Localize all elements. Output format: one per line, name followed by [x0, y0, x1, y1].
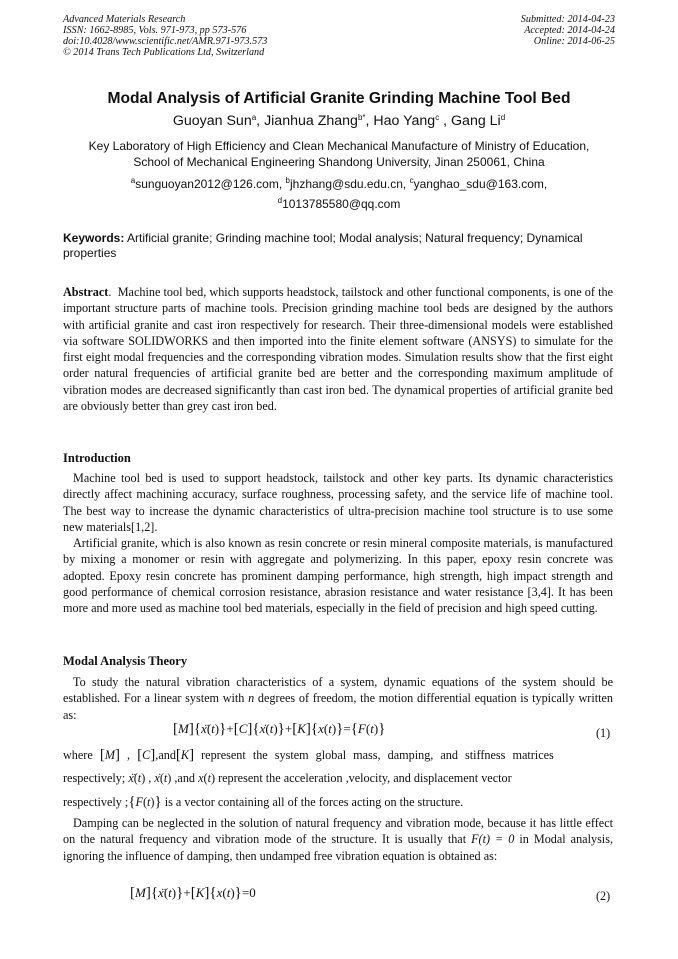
abstract-text: Machine tool bed, which supports headstock, tailstock and other functional components, is one of the important structure parts of machine tools. Precision grinding machine tool beds are designed by the authors with artificial granite and cast iron respectively for research. Their three-dimensional models were established via software SOLIDWORKS and then imported into the finite element software (ANSYS) to simulate for the first eight modal frequencies and the corresponding vibration modes. Simulation results show that the first eight order natural frequencies of artificial granite bed are better and the corresponding maximum amplitude of vibration modes are decreased significantly than cast iron bed. The dynamical properties of artificial granite bed are obviously better than grey cast iron bed. [63, 285, 614, 414]
issn-line: ISSN: 1662-8985, Vols. 971-973, pp 573-576 [63, 25, 247, 36]
submitted-date: Submitted: 2014-04-23 [520, 14, 615, 25]
equation-number: (2) [596, 889, 611, 903]
affiliation-line: Key Laboratory of High Efficiency and Clean Mechanical Manufacture of Ministry of Education, [88, 139, 590, 153]
journal-header-left [63, 14, 267, 58]
abstract: Abstract. Machine tool bed, which supports headstock, tailstock and other functional components, is one of the important structure parts of machine tools. Precision grinding machine tool beds are designed by the authors with artificial granite and cast iron respectively for research. Their three-dimensional models were established via software SOLIDWORKS and then imported into the finite element software (ANSYS) to simulate for the first eight modal frequencies and the corresponding vibration modes. Simulation results show that the first eight order natural frequencies of artificial granite bed are better and the corresponding maximum amplitude of vibration modes are decreased significantly than cast iron bed. The dynamical properties of artificial granite bed are obviously better than grey cast iron bed. [63, 285, 614, 414]
author-name: Hao Yang [373, 113, 436, 129]
journal-name: Advanced Materials Research [63, 14, 186, 25]
email-address: sunguoyan2012@126.com [135, 177, 279, 191]
author-mark: d [500, 113, 506, 122]
equation-2: [M]{ẍ(t)}+[K]{x(t)}=0 [130, 885, 256, 901]
where-line-1: where [M] , [C],and[K] represent the system global mass, damping, and stiffness matrices [63, 747, 554, 763]
section-heading-modal-analysis: Modal Analysis Theory [63, 654, 188, 668]
email-address: jhzhang@sdu.edu.cn [289, 177, 403, 191]
email-mark: a [130, 176, 136, 185]
email-mark: d [277, 196, 283, 205]
modal-paragraph-1: To study the natural vibration characteristics of a system, dynamic equations of the system should be established. For a linear system with n degrees of freedom, the motion differential equation is typically written as: [63, 675, 613, 722]
email-mark: b [285, 176, 290, 185]
author-mark: b* [357, 113, 366, 122]
email-list: $^a$sunguoyan2012@126.com, $^b$jhzhang@sdu.edu.cn, $^c$yanghao_sdu@163.com, $^d$1013785580@qq.com [130, 176, 548, 211]
equation-1: [M]{ẍ(t)}+[C]{ẋ(t)}+[K]{x(t)}={F(t)} [173, 721, 386, 737]
accepted-date: Accepted: 2014-04-24 [524, 25, 615, 36]
author-name: Gang Li [451, 113, 501, 129]
where-line-3: respectively ;{F(t)} is a vector containing all of the forces acting on the structure. [63, 794, 464, 810]
section-heading-introduction: Introduction [63, 451, 131, 465]
author-list: Guoyan Sun$^a$, Jianhua Zhang$^{b*}$, Hao Yang$^c$ , Gang Li$^d$ [172, 113, 506, 129]
keywords-text: Artificial granite; Grinding machine tool; Modal analysis; Natural frequency; Dynamical properties [63, 231, 583, 260]
keywords-label: Keywords: [63, 231, 125, 245]
email-mark: c [409, 176, 414, 185]
copyright-line: © 2014 Trans Tech Publications Ltd, Switzerland [63, 47, 265, 58]
author-mark: c [435, 113, 440, 122]
email-address: 1013785580@qq.com [282, 197, 401, 211]
intro-paragraph-2: Artificial granite, which is also known as resin concrete or resin mineral composite materials, is manufactured by mixing a monomer or resin with aggregate and polymerizing. In this paper, epoxy resin concrete was adopted. Epoxy resin concrete has prominent damping performance, high strength, high impact strength and good performance of chemical corrosion resistance, abrasion resistance and water resistance [3,4]. It has been more and more used as machine tool bed materials, especially in the field of precision and high speed cutting. [63, 536, 613, 616]
affiliation-line: School of Mechanical Engineering Shandong University, Jinan 250061, China [133, 155, 545, 169]
keywords [63, 231, 613, 261]
equation-number: (1) [596, 726, 611, 740]
doi-line: doi:10.4028/www.scientific.net/AMR.971-973.573 [63, 36, 268, 47]
paper-title: Modal Analysis of Artificial Granite Grinding Machine Tool Bed [107, 90, 571, 107]
affiliation [40, 138, 638, 170]
online-date: Online: 2014-06-25 [533, 36, 615, 47]
author-name: Jianhua Zhang [264, 113, 358, 129]
author-name: Guoyan Sun [172, 113, 252, 129]
where-line-2: respectively; ẍ(t) , ẋ(t) ,and x(t) represent the acceleration ,velocity, and displacement vector [63, 771, 512, 785]
journal-header-right [521, 14, 615, 47]
abstract-label: Abstract [63, 285, 109, 299]
inline-equation: F(t) = 0 [471, 832, 515, 847]
author-mark: a [251, 113, 257, 122]
variable-n: n [248, 691, 255, 706]
modal-paragraph-2: Damping can be neglected in the solution of natural frequency and vibration mode, because it has little effect on the natural frequency and vibration mode of the structure. It is usually that F(t) = 0 in Modal analysis, ignoring the influence of damping, then undamped free vibration equation is obtained as: [63, 816, 613, 863]
email-address: yanghao_sdu@163.com [413, 177, 544, 191]
intro-paragraph-1: Machine tool bed is used to support headstock, tailstock and other key parts. Its dynamic characteristics directly affect machining accuracy, surface roughness, processing safety, and the service life of machine tool. The best way to increase the dynamic characteristics of ultra-precision machine tool structure is to use some new materials[1,2]. [63, 471, 613, 534]
